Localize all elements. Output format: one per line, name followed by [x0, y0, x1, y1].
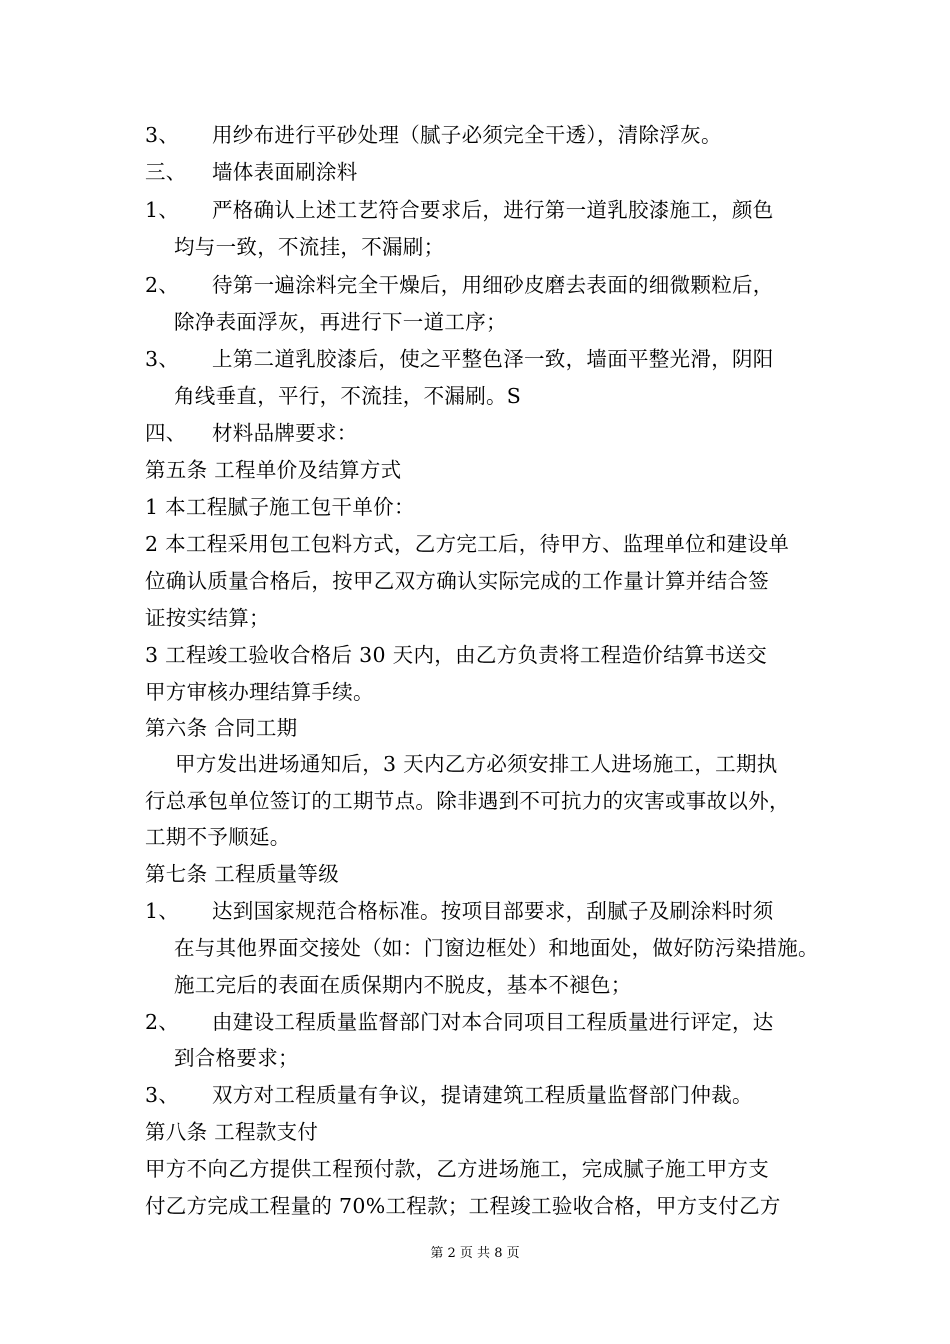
article-heading: 第七条 工程质量等级 [145, 862, 340, 886]
page-number-footer: 第 2 页 共 8 页 [430, 1246, 520, 1261]
item-text: 由建设工程质量监督部门对本合同项目工程质量进行评定，达 [212, 1010, 774, 1034]
item-number: 3、 [145, 347, 180, 371]
paragraph-line: 付乙方完成工程量的 70%工程款；工程竣工验收合格，甲方支付乙方 [145, 1194, 781, 1218]
paragraph-line: 1 本工程腻子施工包干单价： [145, 495, 415, 519]
article-heading: 第六条 合同工期 [145, 716, 298, 740]
item-text-continuation: 角线垂直，平行，不流挂，不漏刷。S [174, 384, 522, 408]
article-heading: 第五条 工程单价及结算方式 [145, 458, 402, 482]
section-heading [145, 418, 358, 448]
item-number: 3、 [145, 123, 180, 147]
list-item [145, 1080, 753, 1110]
paragraph-line: 行总承包单位签订的工期节点。除非遇到不可抗力的灾害或事故以外， [145, 789, 790, 813]
item-number: 2、 [145, 273, 180, 297]
paragraph-line: 3 工程竣工验收合格后 30 天内，由乙方负责将工程造价结算书送交 [145, 643, 768, 667]
list-item [145, 120, 722, 150]
paragraph-line: 2 本工程采用包工包料方式，乙方完工后，待甲方、监理单位和建设单 [145, 532, 790, 556]
item-number: 1、 [145, 198, 180, 222]
article-heading: 第八条 工程款支付 [145, 1120, 319, 1144]
item-text: 达到国家规范合格标准。按项目部要求，刮腻子及刷涂料时须 [212, 899, 774, 923]
item-text-continuation: 到合格要求； [174, 1046, 299, 1070]
section-title: 墙体表面刷涂料 [212, 160, 358, 184]
paragraph-line: 位确认质量合格后，按甲乙双方确认实际完成的工作量计算并结合签 [145, 569, 769, 593]
item-text-continuation: 除净表面浮灰，再进行下一道工序； [174, 310, 507, 334]
paragraph-line: 甲方发出进场通知后，3 天内乙方必须安排工人进场施工，工期执 [175, 752, 778, 776]
item-text: 双方对工程质量有争议，提请建筑工程质量监督部门仲裁。 [212, 1083, 753, 1107]
item-text: 待第一遍涂料完全干燥后，用细砂皮磨去表面的细微颗粒后， [212, 273, 774, 297]
paragraph-line: 甲方不向乙方提供工程预付款，乙方进场施工，完成腻子施工甲方支 [145, 1157, 769, 1181]
paragraph-line: 甲方审核办理结算手续。 [145, 680, 374, 704]
list-item [145, 1007, 774, 1037]
list-item [145, 270, 774, 300]
list-item [145, 896, 774, 926]
paragraph-line: 证按实结算； [145, 606, 270, 630]
item-text: 上第二道乳胶漆后，使之平整色泽一致，墙面平整光滑，阴阳 [212, 347, 774, 371]
item-number: 3、 [145, 1083, 180, 1107]
item-text-continuation: 均与一致，不流挂，不漏刷； [174, 235, 445, 259]
item-text: 严格确认上述工艺符合要求后，进行第一道乳胶漆施工，颜色 [212, 198, 774, 222]
paragraph-line: 工期不予顺延。 [145, 825, 291, 849]
item-text: 用纱布进行平砂处理（腻子必须完全干透），清除浮灰。 [212, 123, 722, 147]
section-heading [145, 157, 358, 187]
list-item [145, 195, 774, 225]
section-number: 四、 [145, 421, 187, 445]
item-text-continuation: 施工完后的表面在质保期内不脱皮，基本不褪色； [174, 973, 632, 997]
item-text-continuation: 在与其他界面交接处（如：门窗边框处）和地面处，做好防污染措施。 [174, 936, 819, 960]
section-title: 材料品牌要求： [212, 421, 358, 445]
item-number: 1、 [145, 899, 180, 923]
item-number: 2、 [145, 1010, 180, 1034]
section-number: 三、 [145, 160, 187, 184]
list-item [145, 344, 774, 374]
